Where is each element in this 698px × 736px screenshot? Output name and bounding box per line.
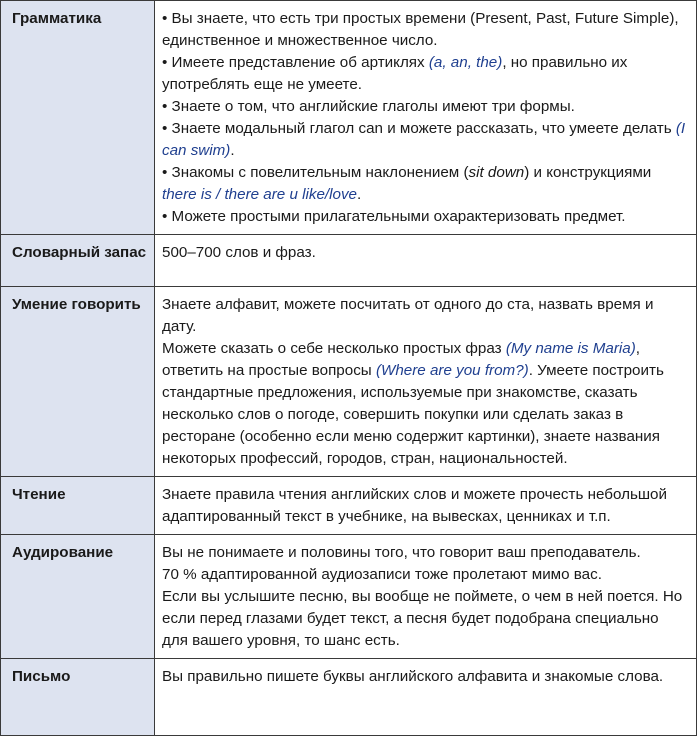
row-label: Аудирование <box>1 535 155 659</box>
row-label: Чтение <box>1 477 155 535</box>
english-example: there is / there are и like/love <box>162 186 358 203</box>
text-segment: Знаете правила чтения английских слов и можете прочесть небольшой адаптированный текст в учебнике, на вывесках, ценниках и т.п. <box>162 486 667 525</box>
content-paragraph <box>162 96 688 118</box>
row-content <box>155 477 697 535</box>
row-content <box>155 287 697 477</box>
text-segment: Можете сказать о себе несколько простых фраз <box>162 340 506 357</box>
content-paragraph <box>162 52 688 96</box>
content-paragraph <box>162 206 688 228</box>
text-segment: . <box>357 186 362 203</box>
text-segment: . <box>230 142 235 159</box>
table-row <box>1 477 697 535</box>
row-content <box>155 1 697 235</box>
content-paragraph <box>162 162 688 206</box>
text-segment: • Вы знаете, что есть три простых времени (Present, Past, Future Simple), единственное и множественное число. <box>162 10 679 49</box>
english-example: (a, an, the) <box>428 54 503 71</box>
table-row <box>1 235 697 287</box>
table-row <box>1 287 697 477</box>
text-segment: Если вы услышите песню, вы вообще не поймете, о чем в ней поется. Но если перед глазами будет текст, а песня будет подобрана специально для вашего уровня, то шанс есть. <box>162 588 683 649</box>
text-segment: • Знаете модальный глагол can и можете рассказать, что умеете делать <box>162 120 676 137</box>
content-paragraph <box>162 118 688 162</box>
text-segment: Знаете алфавит, можете посчитать от одного до ста, назвать время и дату. <box>162 296 654 335</box>
content-paragraph <box>162 294 688 338</box>
text-segment: 500–700 слов и фраз. <box>162 244 316 261</box>
text-segment: , ответить на простые вопросы <box>162 340 641 379</box>
row-label: Умение говорить <box>1 287 155 477</box>
text-segment: Вы правильно пишете буквы английского алфавита и знакомые слова. <box>162 668 664 685</box>
table-row <box>1 535 697 659</box>
row-content <box>155 535 697 659</box>
text-segment: 70 % адаптированной аудиозаписи тоже пролетают мимо вас. <box>162 566 602 583</box>
content-paragraph <box>162 666 688 688</box>
text-segment: • Знакомы с повелительным наклонением ( <box>162 164 469 181</box>
text-segment: , но правильно их употреблять еще не умеете. <box>162 54 628 93</box>
text-segment: . Умеете построить стандартные предложения, используемые при знакомстве, сказать несколько слов о погоде, совершить покупки или сделать заказ в ресторане (особенно если меню содержит картинки), знаете названия некоторых профессий, городов, стран, национальностей. <box>162 362 664 467</box>
english-example: (Where are you from?) <box>375 362 529 379</box>
content-paragraph <box>162 242 688 264</box>
content-paragraph <box>162 542 688 564</box>
text-segment: sit down <box>468 164 525 181</box>
text-segment: • Можете простыми прилагательными охарактеризовать предмет. <box>162 208 626 225</box>
row-label: Грамматика <box>1 1 155 235</box>
table-row <box>1 659 697 736</box>
english-example: (I can swim) <box>162 120 686 159</box>
content-paragraph <box>162 338 688 470</box>
content-paragraph <box>162 484 688 528</box>
text-segment: Вы не понимаете и половины того, что говорит ваш преподаватель. <box>162 544 641 561</box>
content-paragraph <box>162 564 688 586</box>
table-row <box>1 1 697 235</box>
content-paragraph <box>162 8 688 52</box>
english-example: (My name is Maria) <box>505 340 636 357</box>
content-paragraph <box>162 586 688 652</box>
text-segment: • Имеете представление об артиклях <box>162 54 429 71</box>
text-segment: • Знаете о том, что английские глаголы имеют три формы. <box>162 98 575 115</box>
row-content <box>155 235 697 287</box>
row-label: Словарный запас <box>1 235 155 287</box>
text-segment: ) и конструкциями <box>524 164 652 181</box>
table-body <box>1 1 697 736</box>
row-label: Письмо <box>1 659 155 736</box>
row-content <box>155 659 697 736</box>
